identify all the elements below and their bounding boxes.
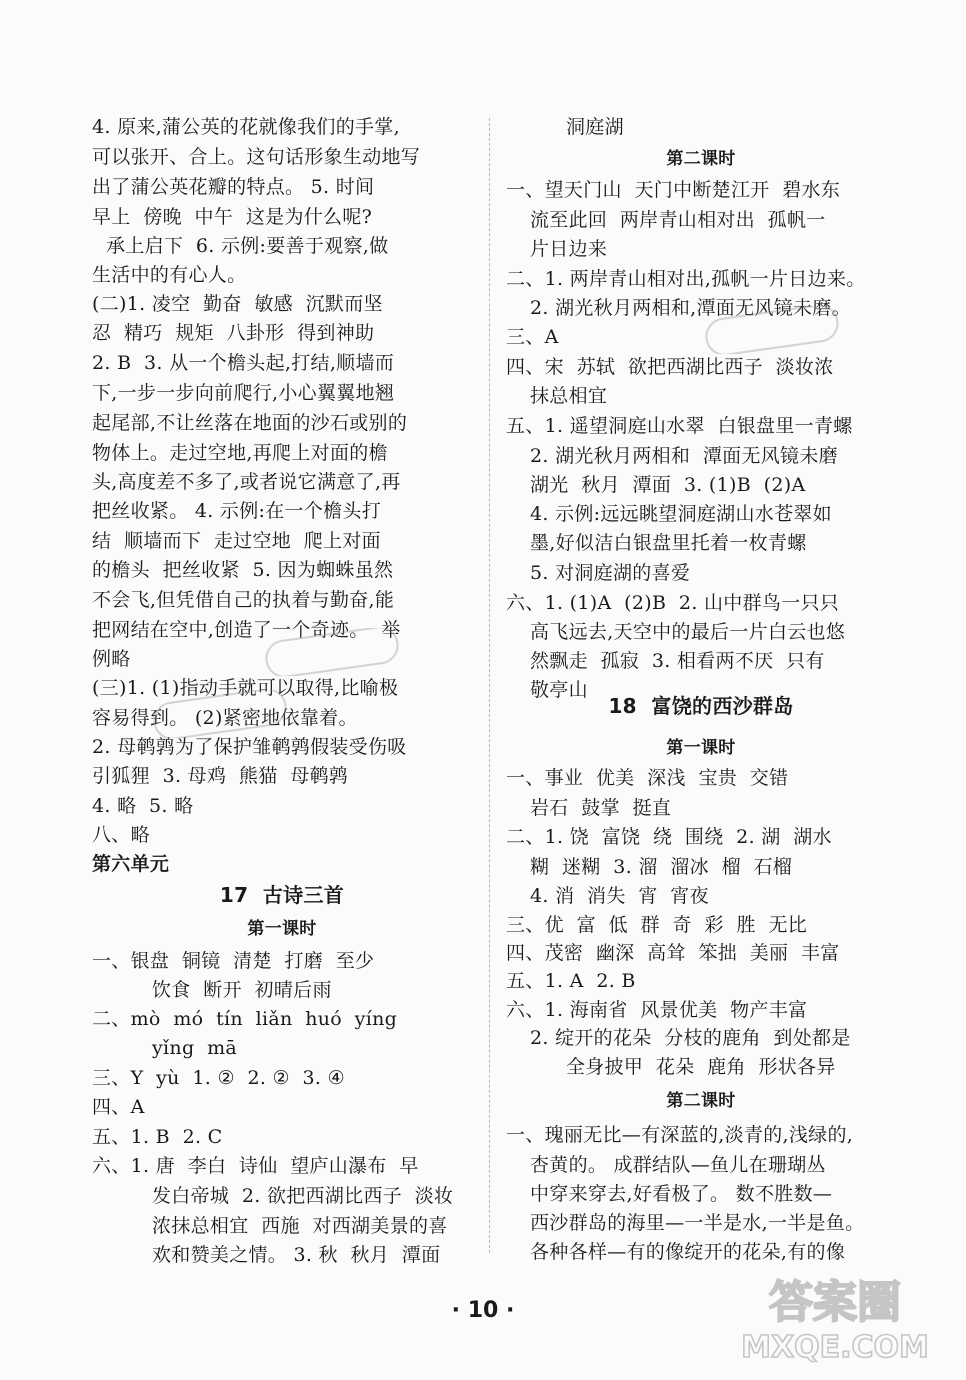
- text-line: 4. 略 5. 略: [92, 795, 194, 817]
- text-line: 五、1. 遥望洞庭山水翠 白银盘里一青螺: [506, 415, 853, 437]
- text-line: 片日边来: [530, 238, 608, 260]
- text-line: 结 顺墙而下 走过空地 爬上对面: [92, 530, 381, 552]
- text-line: 抹总相宜: [530, 385, 608, 407]
- text-line: 中穿来穿去,好看极了。 数不胜数—: [530, 1183, 833, 1205]
- text-line: 二、1. 两岸青山相对出,孤帆一片日边来。: [506, 268, 866, 290]
- text-line: 五、1. A 2. B: [506, 970, 636, 992]
- session-heading: 第二课时: [666, 149, 736, 169]
- text-line: 把网结在空中,创造了一个奇迹。 举: [92, 619, 401, 641]
- text-line: 承上启下 6. 示例:要善于观察,做: [106, 235, 389, 257]
- text-line: 一、事业 优美 深浅 宝贵 交错: [506, 767, 789, 789]
- session-heading: 第一课时: [666, 738, 736, 758]
- session-heading: 第一课时: [247, 919, 317, 939]
- text-line: 五、1. B 2. C: [92, 1126, 223, 1148]
- text-line: 然飘走 孤寂 3. 相看两不厌 只有: [530, 650, 825, 672]
- text-line: 墨,好似洁白银盘里托着一枚青螺: [530, 532, 807, 554]
- text-line: 发白帝城 2. 欲把西湖比西子 淡妆: [152, 1185, 454, 1207]
- text-line: 一、瑰丽无比—有深蓝的,淡青的,浅绿的,: [506, 1124, 854, 1146]
- text-line: 四、茂密 幽深 高耸 笨拙 美丽 丰富: [506, 942, 840, 964]
- text-line: 的檐头 把丝收紧 5. 因为蜘蛛虽然: [92, 559, 394, 581]
- text-line: 西沙群岛的海里—一半是水,一半是鱼。: [530, 1212, 865, 1234]
- text-line: 生活中的有心人。: [92, 264, 247, 286]
- text-line: 下,一步一步向前爬行,小心翼翼地翘: [92, 382, 395, 404]
- watermark-logo: [723, 1271, 948, 1366]
- stamp-mark: [702, 306, 842, 354]
- text-line: 可以张开、合上。这句话形象生动地写: [92, 146, 421, 168]
- text-line: 一、银盘 铜镜 清楚 打磨 至少: [92, 950, 375, 972]
- text-line: 2. 母鹌鹑为了保护雏鹌鹑假装受伤吸: [92, 736, 407, 758]
- stamp-mark: [150, 690, 290, 738]
- watermark-glyphs: 答案圈: [769, 1277, 901, 1328]
- text-line: 洞庭湖: [566, 116, 624, 138]
- text-line: 八、略: [92, 824, 150, 846]
- stamp-mark: [262, 628, 402, 676]
- text-line: 物体上。走过空地,再爬上对面的檐: [92, 442, 388, 464]
- text-line: 5. 对洞庭湖的喜爱: [530, 562, 691, 584]
- text-line: yǐng mā: [152, 1037, 238, 1059]
- text-line: 六、1. 唐 李白 诗仙 望庐山瀑布 早: [92, 1155, 419, 1177]
- text-line: 4. 消 消失 宵 宵夜: [530, 885, 709, 907]
- text-line: 流至此回 两岸青山相对出 孤帆一: [530, 209, 826, 231]
- text-line: 2. 湖光秋月两相和 潭面无风镜未磨: [530, 445, 838, 467]
- text-line: 全身披甲 花朵 鹿角 形状各异: [566, 1056, 836, 1078]
- text-line: 湖光 秋月 潭面 3. (1)B (2)A: [530, 474, 806, 496]
- text-line: 三、优 富 低 群 奇 彩 胜 无比: [506, 914, 808, 936]
- text-line: 不会飞,但凭借自己的执着与勤奋,能: [92, 589, 395, 611]
- text-line: 4. 示例:远远眺望洞庭湖山水苍翠如: [530, 503, 832, 525]
- text-line: 出了蒲公英花瓣的特点。 5. 时间: [92, 176, 375, 198]
- lesson-title: 18 富饶的西沙群岛: [608, 694, 794, 718]
- text-line: (三)1. (1)指动手就可以取得,比喻极: [92, 677, 399, 699]
- text-line: 浓抹总相宜 西施 对西湖美景的喜: [152, 1215, 448, 1237]
- text-line: 例略: [92, 648, 131, 670]
- text-line: 杏黄的。 成群结队—鱼儿在珊瑚丛: [530, 1154, 826, 1176]
- text-line: 2. 湖光秋月两相和,潭面无风镜未磨。: [530, 297, 851, 319]
- text-line: 三、Y yù 1. ② 2. ② 3. ④: [92, 1067, 345, 1089]
- watermark-domain: MXQE.COM: [741, 1330, 929, 1365]
- text-line: 头,高度差不多了,或者说它满意了,再: [92, 471, 401, 493]
- text-line: 早上 傍晚 中午 这是为什么呢?: [92, 206, 373, 228]
- lesson-title: 17 古诗三首: [219, 883, 345, 907]
- text-line: 忍 精巧 规矩 八卦形 得到神助: [92, 322, 375, 344]
- text-line: 饮食 断开 初晴后雨: [152, 979, 332, 1001]
- text-line: 高飞远去,天空中的最后一片白云也悠: [530, 621, 846, 643]
- text-line: 欢和赞美之情。 3. 秋 秋月 潭面: [152, 1244, 441, 1266]
- text-line: 引狐狸 3. 母鸡 熊猫 母鹌鹑: [92, 765, 349, 787]
- text-line: 容易得到。 (2)紧密地依靠着。: [92, 707, 358, 729]
- text-line: 敬亭山: [530, 679, 588, 701]
- text-line: 一、望天门山 天门中断楚江开 碧水东: [506, 179, 841, 201]
- page-number: · 10 ·: [451, 1298, 515, 1323]
- text-line: 二、1. 饶 富饶 绕 围绕 2. 湖 湖水: [506, 826, 832, 848]
- text-line: 六、1. 海南省 风景优美 物产丰富: [506, 999, 808, 1021]
- text-line: 二、mò mó tín liǎn huó yíng: [92, 1008, 398, 1030]
- text-line: 岩石 鼓掌 挺直: [530, 797, 672, 819]
- session-heading: 第二课时: [666, 1091, 736, 1111]
- text-line: 起尾部,不让丝落在地面的沙石或别的: [92, 412, 408, 434]
- text-line: 糊 迷糊 3. 溜 溜冰 榴 石榴: [530, 856, 793, 878]
- text-line: 4. 原来,蒲公英的花就像我们的手掌,: [92, 116, 400, 138]
- text-line: 把丝收紧。 4. 示例:在一个檐头打: [92, 500, 382, 522]
- text-line: 四、宋 苏轼 欲把西湖比西子 淡妆浓: [506, 356, 834, 378]
- text-line: 六、1. (1)A (2)B 2. 山中群鸟一只只: [506, 592, 840, 614]
- unit-heading: 第六单元: [92, 853, 170, 875]
- column-divider: [489, 118, 490, 1253]
- text-line: 各种各样—有的像绽开的花朵,有的像: [530, 1241, 846, 1263]
- text-line: 2. 绽开的花朵 分枝的鹿角 到处都是: [530, 1027, 851, 1049]
- text-line: 三、A: [506, 326, 559, 348]
- text-line: 四、A: [92, 1096, 145, 1118]
- text-line: (二)1. 凌空 勤奋 敏感 沉默而坚: [92, 293, 383, 315]
- text-line: 2. B 3. 从一个檐头起,打结,顺墙而: [92, 352, 395, 374]
